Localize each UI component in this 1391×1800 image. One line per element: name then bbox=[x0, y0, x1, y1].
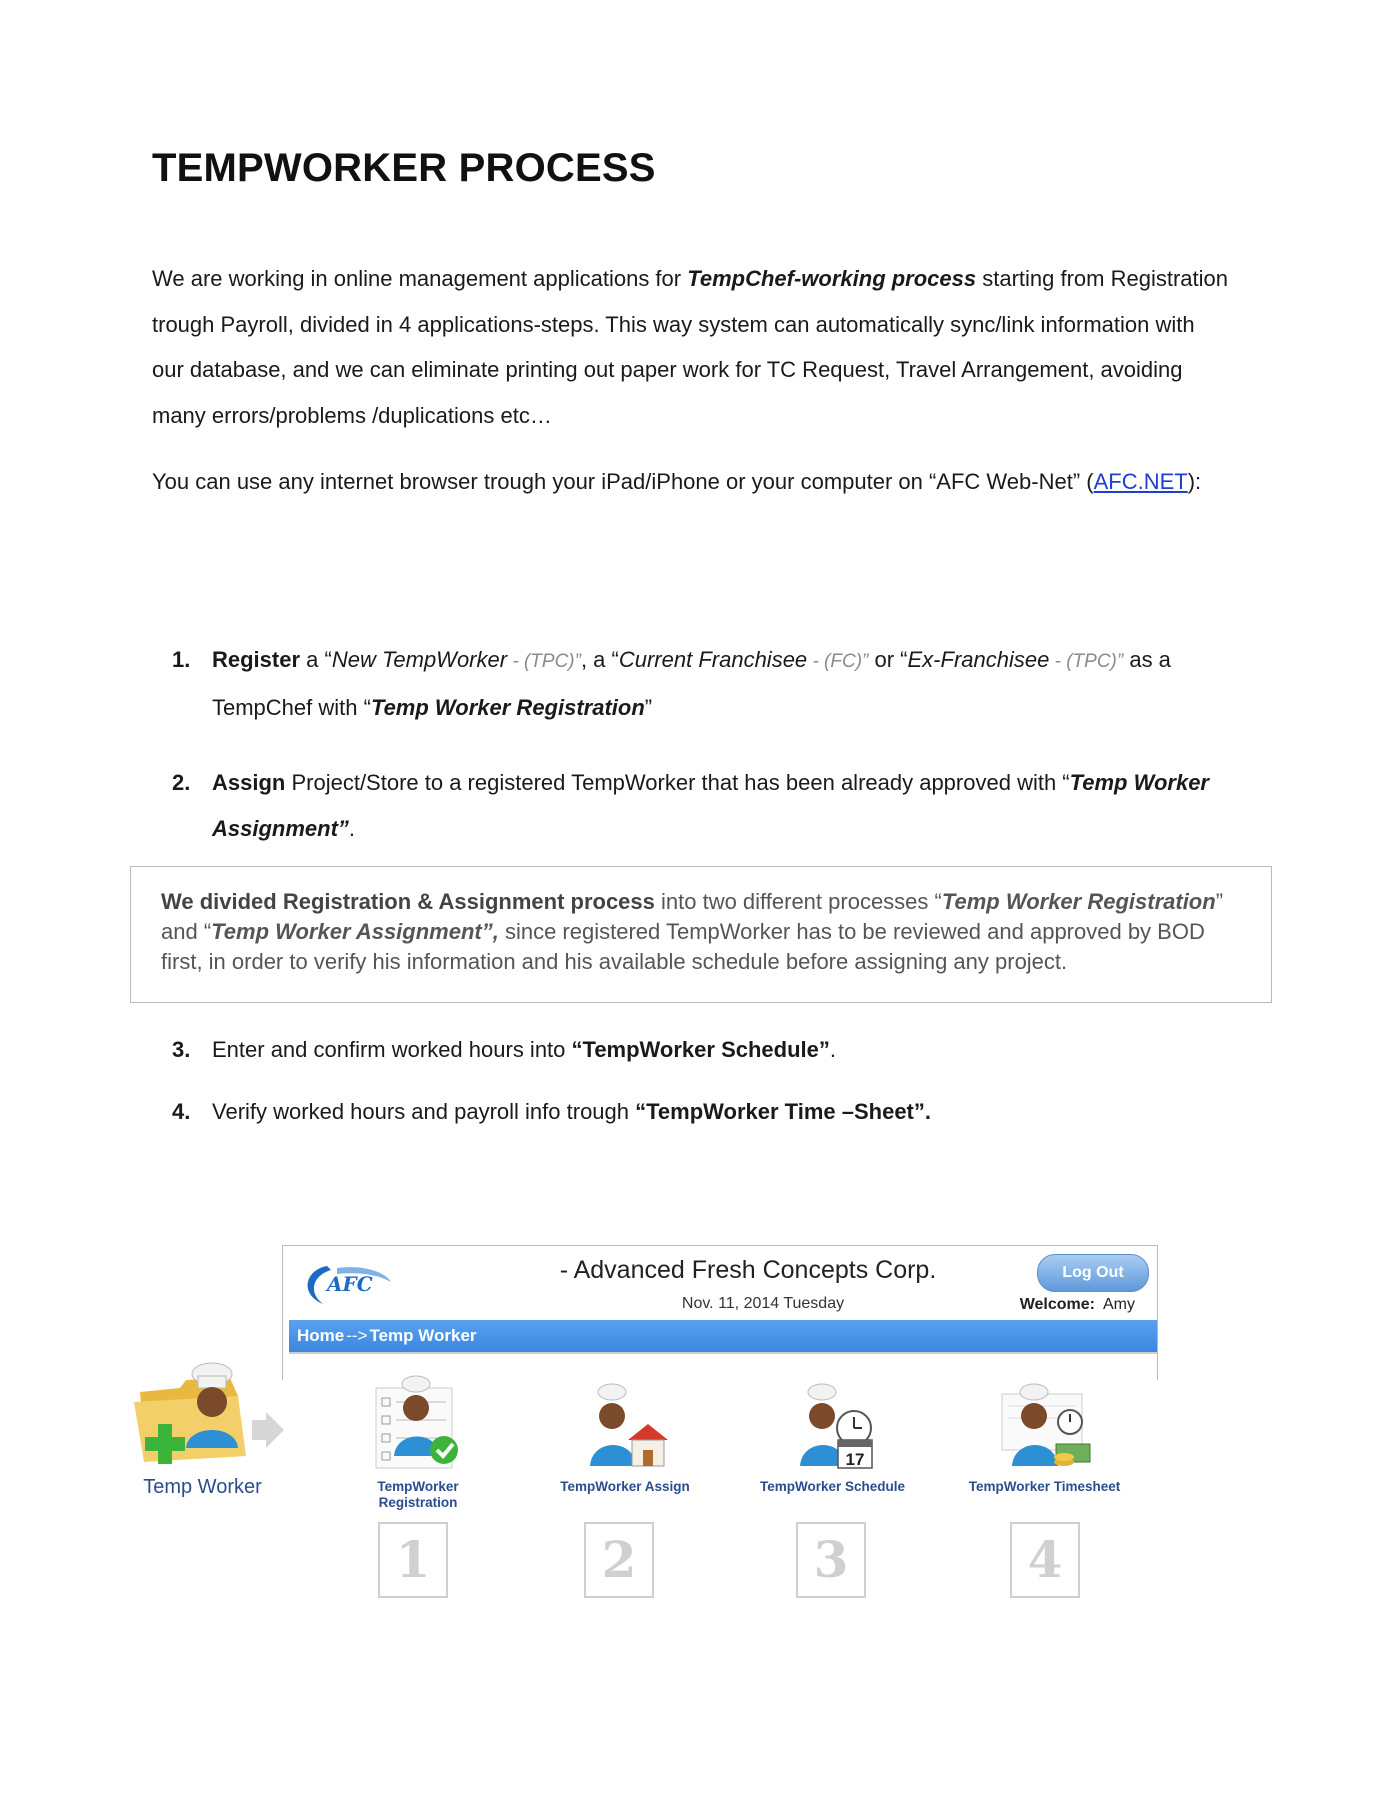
welcome-text bbox=[1020, 1296, 1135, 1314]
access-text: You can use any internet browser trough your iPad/iPhone or your computer on “AFC Web-Net” ( bbox=[152, 469, 1094, 494]
module-temp-worker[interactable] bbox=[120, 1352, 285, 1498]
step-fragment: as a TempChef with “ bbox=[212, 647, 1171, 720]
tpc-new-tempworker: New TempWorker bbox=[331, 647, 508, 672]
intro-paragraph bbox=[152, 256, 1232, 438]
step-number-box-3: 3 bbox=[796, 1522, 866, 1598]
step-3 bbox=[172, 1027, 1232, 1073]
step-fragment: or “ bbox=[868, 647, 908, 672]
step-number: 2. bbox=[172, 770, 191, 795]
access-text-end: ): bbox=[1187, 469, 1202, 494]
step-number-box-2: 2 bbox=[584, 1522, 654, 1598]
fc-current-franchisee: Current Franchisee bbox=[618, 647, 808, 672]
app-name: Temp Worker Registration bbox=[370, 694, 645, 720]
step-text bbox=[212, 1089, 1232, 1135]
assign-store-icon bbox=[550, 1380, 700, 1474]
timesheet-money-icon bbox=[952, 1380, 1137, 1474]
note-fragment: since registered TempWorker has to be reviewed and approved by BOD first, in order to verify his information and his available schedule before assigning any project. bbox=[161, 919, 1205, 974]
company-name: - Advanced Fresh Concepts Corp. bbox=[559, 1256, 937, 1284]
breadcrumb-current: Temp Worker bbox=[369, 1326, 477, 1345]
calendar-day: 17 bbox=[845, 1450, 865, 1469]
module-tempworker-registration[interactable] bbox=[358, 1374, 478, 1511]
step-fragment: Project/Store to a registered TempWorker that has been already approved with “ bbox=[285, 770, 1070, 795]
step-number: 3. bbox=[172, 1037, 191, 1062]
step-number-box-1: 1 bbox=[378, 1522, 448, 1598]
app-name: “TempWorker Schedule” bbox=[571, 1037, 830, 1062]
afc-logo-text: AFC bbox=[327, 1272, 373, 1296]
note-fragment: into two different processes “ bbox=[654, 889, 942, 914]
afc-app-header bbox=[282, 1245, 1158, 1380]
step-4 bbox=[172, 1089, 1232, 1135]
module-label: TempWorker Schedule bbox=[759, 1479, 906, 1494]
step-fragment: Enter and confirm worked hours into bbox=[212, 1037, 572, 1062]
app-name: Temp Worker Assignment” bbox=[212, 770, 1209, 841]
step-fragment: Verify worked hours and payroll info trough bbox=[212, 1099, 636, 1124]
intro-text-rest: starting from Registration trough Payroll, divided in 4 applications-steps. This way system can automatically sync/link information with our database, and we can eliminate printing out paper work for TC Request, Travel Arrangement, avoiding many errors/problems /duplications etc… bbox=[152, 266, 1228, 428]
note-fragment: ” and “ bbox=[161, 889, 1224, 944]
step-fragment: . bbox=[348, 815, 356, 841]
step-number-box-4: 4 bbox=[1010, 1522, 1080, 1598]
step-number: 1. bbox=[172, 647, 191, 672]
welcome-user: Amy bbox=[1103, 1296, 1135, 1313]
breadcrumb bbox=[289, 1320, 1157, 1352]
temp-worker-folder-icon bbox=[120, 1352, 285, 1474]
access-paragraph bbox=[152, 459, 1232, 505]
divider bbox=[289, 1352, 1157, 1354]
step-fragment: . bbox=[829, 1037, 837, 1062]
afc-logo-icon bbox=[297, 1260, 397, 1310]
step-text bbox=[212, 1027, 1232, 1073]
current-date: Nov. 11, 2014 Tuesday bbox=[681, 1295, 845, 1312]
module-label: Registration bbox=[378, 1495, 458, 1510]
note-app-name: Temp Worker Assignment”, bbox=[211, 919, 499, 944]
module-tempworker-timesheet[interactable] bbox=[952, 1380, 1137, 1495]
module-tempworker-assign[interactable] bbox=[550, 1380, 700, 1495]
step-text bbox=[212, 760, 1232, 851]
step-fragment: ” bbox=[644, 694, 653, 720]
note-box bbox=[130, 866, 1272, 1003]
step-text bbox=[212, 637, 1232, 730]
module-label: TempWorker bbox=[377, 1479, 459, 1494]
note-lead: We divided Registration & Assignment process bbox=[161, 889, 655, 914]
module-label: TempWorker Assign bbox=[560, 1479, 690, 1494]
step-fragment: , a “ bbox=[580, 647, 619, 672]
step-number: 4. bbox=[172, 1099, 191, 1124]
module-tempworker-schedule[interactable] bbox=[750, 1380, 915, 1495]
welcome-label: Welcome: bbox=[1019, 1296, 1095, 1313]
registration-icon bbox=[358, 1374, 478, 1474]
step-fragment: a “ bbox=[300, 647, 332, 672]
app-name: “TempWorker Time –Sheet”. bbox=[635, 1099, 931, 1124]
breadcrumb-home[interactable]: Home bbox=[297, 1326, 345, 1345]
note-app-name: Temp Worker Registration bbox=[941, 889, 1216, 914]
step-2 bbox=[172, 760, 1232, 851]
afc-net-link[interactable]: AFC.NET bbox=[1093, 469, 1188, 494]
tpc-tag: - (TPC)” bbox=[507, 651, 581, 672]
step-verb: Assign bbox=[212, 770, 286, 795]
breadcrumb-separator: --> bbox=[346, 1326, 368, 1345]
step-1 bbox=[172, 637, 1232, 730]
module-label: TempWorker Timesheet bbox=[968, 1479, 1121, 1494]
intro-emphasis: TempChef-working process bbox=[687, 266, 977, 291]
logout-button[interactable]: Log Out bbox=[1037, 1254, 1149, 1292]
page-title: TEMPWORKER PROCESS bbox=[152, 146, 656, 190]
schedule-calendar-icon bbox=[750, 1380, 915, 1474]
module-label: Temp Worker bbox=[143, 1476, 262, 1498]
fc-tag: - (FC)” bbox=[807, 651, 869, 672]
step-verb: Register bbox=[212, 647, 301, 672]
intro-text: We are working in online management applications for bbox=[152, 266, 688, 291]
tpc-ex-franchisee: Ex-Franchisee bbox=[907, 647, 1050, 672]
tpc-tag: - (TPC)” bbox=[1049, 651, 1124, 672]
